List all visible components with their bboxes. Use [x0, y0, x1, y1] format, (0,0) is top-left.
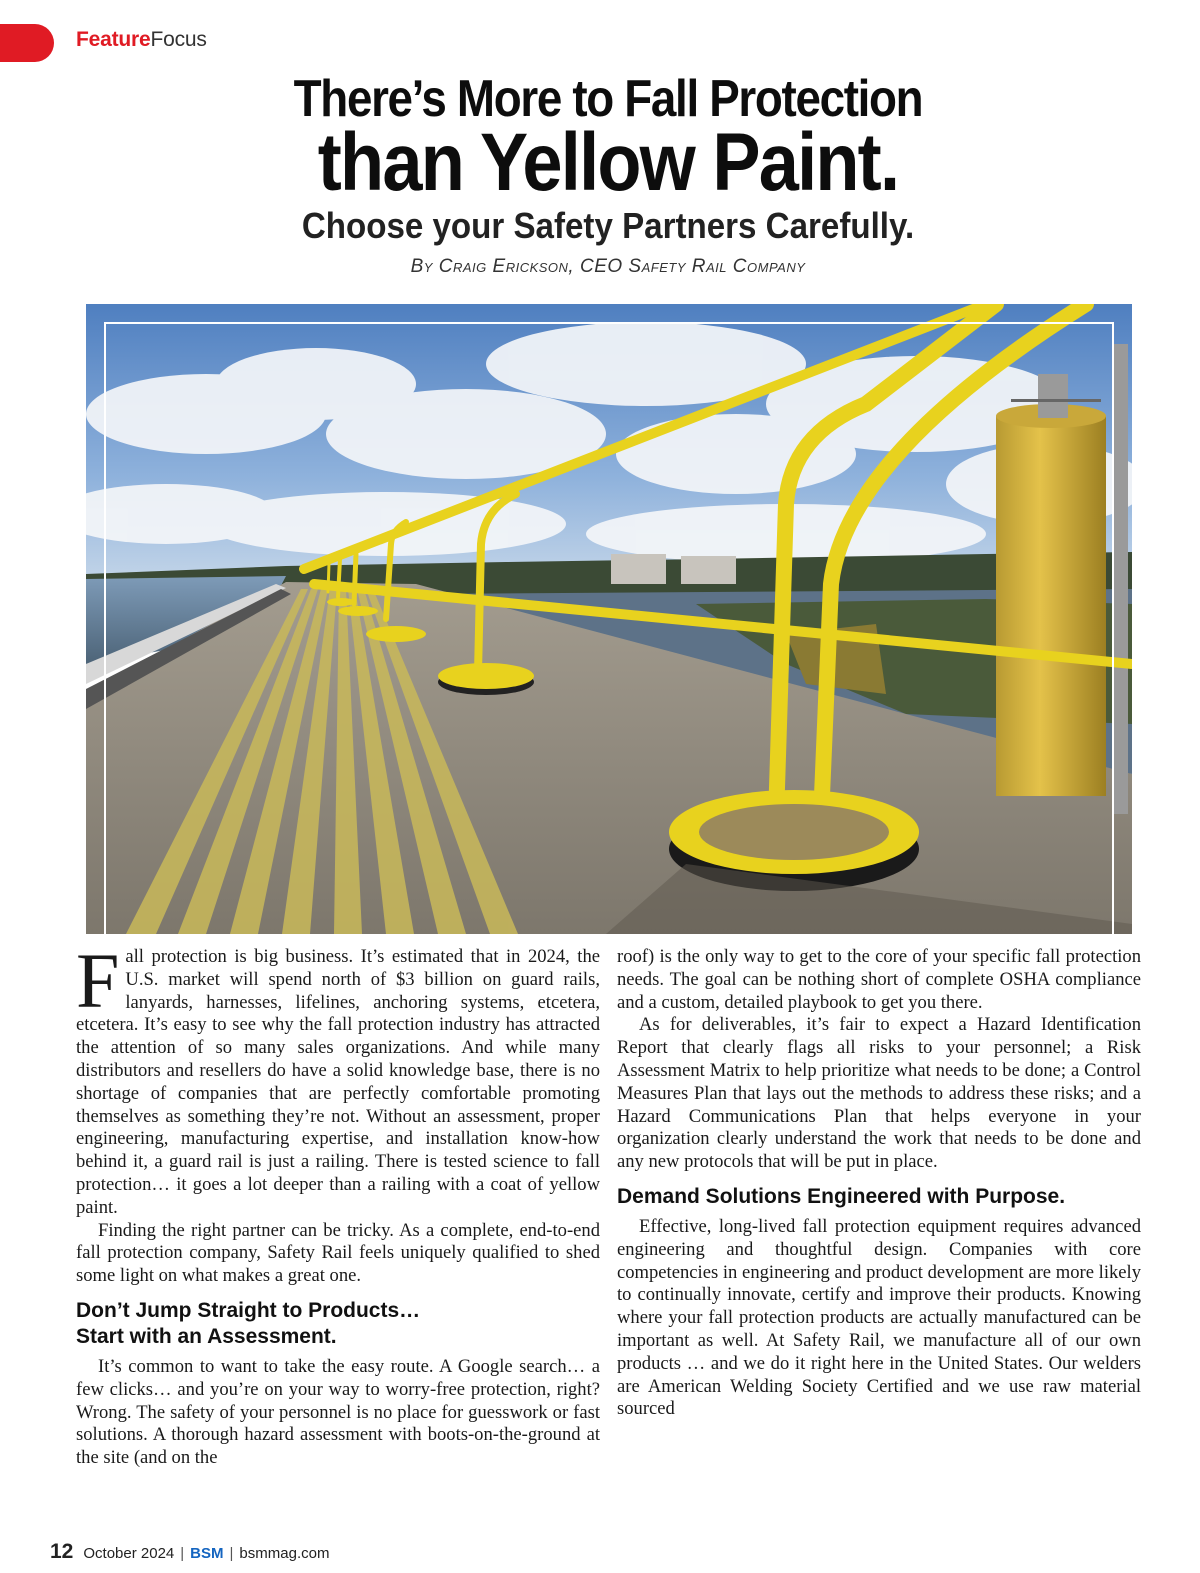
article-column-left [76, 937, 600, 1470]
section-tab-marker [0, 24, 54, 62]
headline-line-1: There’s More to Fall Protection [293, 70, 923, 128]
footer-separator: | [180, 1545, 185, 1562]
paragraph-text: all protection is big business. It’s estimated that in 2024, the U.S. market will spend north of $3 billion on guard rails, lanyards, harnesses, lifelines, anchoring systems, etcetera, etcetera. It’s easy to see why the fall protection industry has attracted the attention of so many sales organizations. And while many distributors and resellers do have a solid knowledge base, there is no shortage of companies that are perfectly comfortable promoting themselves as something they’re not. Without an assessment, proper engineering, manufacturing expertise, and installation know-how behind it, a guard rail is just a railing. There is tested science to fall protection… it goes a lot deeper than a railing with a coat of yellow paint. [76, 946, 600, 1218]
subtitle: Choose your Safety Partners Carefully. [301, 205, 915, 246]
magazine-website: bsmmag.com [239, 1545, 330, 1562]
issue-date: October 2024 [83, 1545, 175, 1562]
article-paragraph [76, 937, 600, 1220]
article-paragraph: It’s common to want to take the easy route. A Google search… a few clicks… and you’re on your way to worry-free protection, right? Wrong. The safety of your personnel is no place for guesswork or fast solutions. A thorough hazard assessment with boots-on-the-ground at the site (and on the [76, 1355, 600, 1469]
article-paragraph: Finding the right partner can be tricky. As a complete, end-to-end fall protection company, Safety Rail feels uniquely qualified to shed some light on what makes a great one. [76, 1219, 600, 1287]
section-label-bold: Feature [76, 28, 151, 51]
article-paragraph: As for deliverables, it’s fair to expect a Hazard Identification Report that clearly flags all risks to your personnel; a Risk Assessment Matrix to help prioritize what needs to be done; a Control Measures Plan that lays out the methods to address these risks; and a Hazard Communications Plan that helps everyone in your organization clearly understand the work that needs to be done and any new protocols that will be put in place. [617, 1014, 1141, 1173]
magazine-brand: BSM [190, 1545, 224, 1562]
page-number: 12 [50, 1540, 74, 1563]
article-column-right [617, 946, 1141, 1421]
section-heading-solutions: Demand Solutions Engineered with Purpose. [617, 1184, 1066, 1208]
heading-line: Start with an Assessment. [76, 1324, 337, 1348]
section-label-light: Focus [150, 28, 207, 51]
drop-cap: F [76, 937, 120, 1024]
section-heading-assessment [76, 1298, 600, 1350]
headline-line-2: than Yellow Paint. [317, 117, 899, 208]
heading-line: Don’t Jump Straight to Products… [76, 1298, 421, 1322]
page-footer [50, 1540, 329, 1564]
section-label [76, 28, 207, 52]
byline: By Craig Erickson, CEO Safety Rail Company [410, 256, 806, 277]
article-paragraph: roof) is the only way to get to the core of your specific fall protection needs. The goal can be nothing short of complete OSHA compliance and a custom, detailed playbook to get you there. [617, 946, 1141, 1013]
article-paragraph: Effective, long-lived fall protection equipment requires advanced engineering and thoughtful design. Companies with core competencies in engineering and product development are more likely to continually innovate, certify and improve their products. Knowing where your fall protection products are actually manufactured can be important as well. At Safety Rail, we manufacture all of our own products … and we do it right here in the United States. Our welders are American Welding Society Certified and we use raw material sourced [617, 1215, 1141, 1420]
rooftop-guardrail-photo [86, 304, 1132, 934]
footer-separator: | [229, 1545, 234, 1562]
